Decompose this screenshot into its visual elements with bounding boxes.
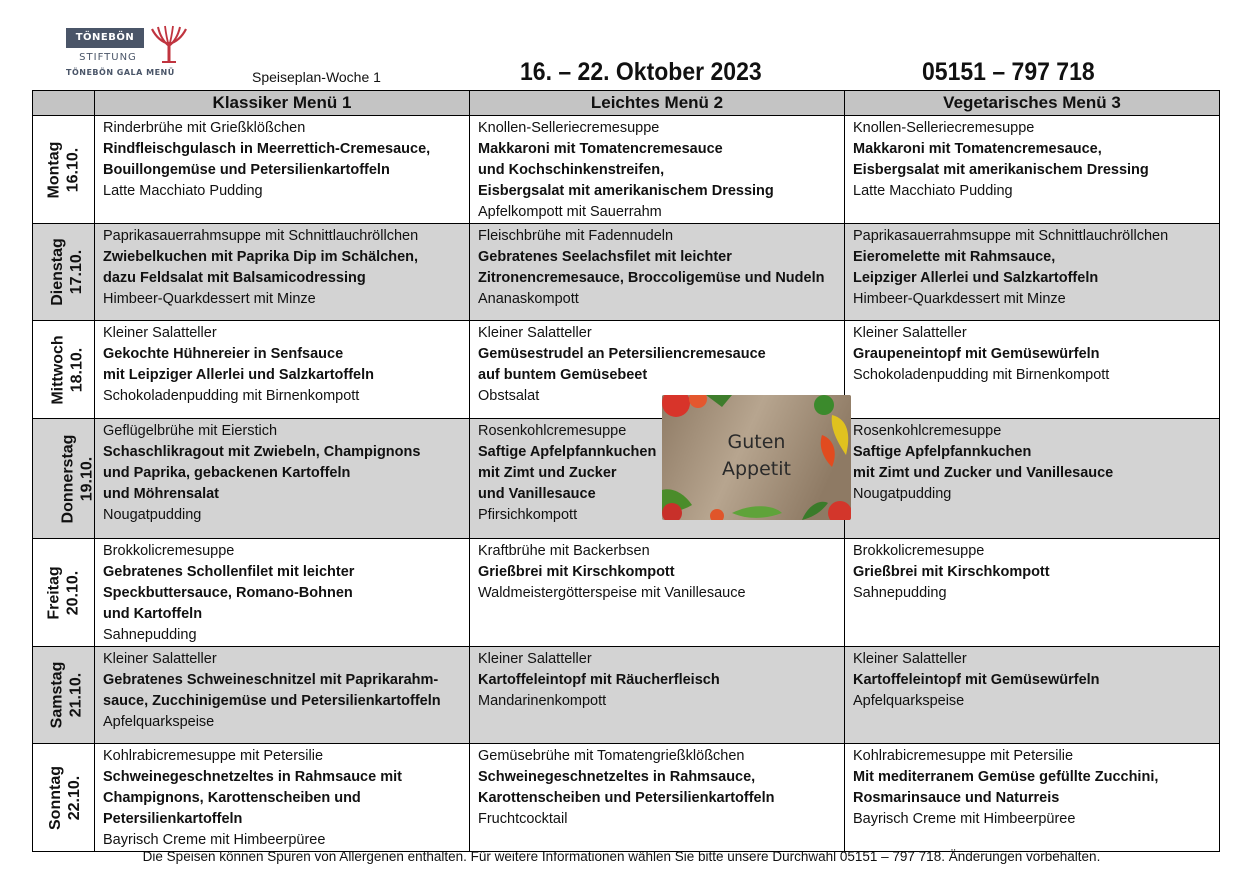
main-dish-line: Speckbuttersauce, Romano-Bohnen: [103, 585, 353, 601]
appetit-line-2: Appetit: [722, 458, 791, 480]
day-label-cell: [33, 116, 95, 224]
main-dish-line: Bouillongemüse und Petersilienkartoffeln: [103, 162, 390, 178]
main-dish-line: Gemüsestrudel an Petersiliencremesauce: [478, 346, 766, 362]
main-dish-line: Eieromelette mit Rahmsauce,: [853, 249, 1056, 265]
menu-cell: [95, 744, 470, 852]
day-label-cell: [33, 647, 95, 744]
week-label: Speiseplan-Woche 1: [252, 69, 381, 85]
dessert-text: Pfirsichkompott: [478, 507, 578, 523]
main-dish-line: Rindfleischgulasch in Meerrettich-Cremesauce,: [103, 141, 431, 157]
starter-text: Kleiner Salatteller: [853, 651, 967, 667]
main-dish-line: Schweinegeschnetzeltes in Rahmsauce,: [478, 769, 756, 785]
menu-cell: [845, 116, 1220, 224]
guten-appetit-text: [662, 429, 851, 483]
main-dish-line: Saftige Apfelpfannkuchen: [853, 444, 1032, 460]
menu-cell: [845, 419, 1220, 539]
starter-text: Rosenkohlcremesuppe: [853, 423, 1002, 439]
main-dish-line: Leipziger Allerlei und Salzkartoffeln: [853, 270, 1099, 286]
main-dish-line: mit Zimt und Zucker: [478, 465, 617, 481]
dessert-text: Apfelquarkspeise: [103, 714, 215, 730]
starter-text: Knollen-Selleriecremesuppe: [853, 120, 1035, 136]
main-dish-line: Eisbergsalat mit amerikanischem Dressing: [853, 162, 1149, 178]
main-dish-line: Eisbergsalat mit amerikanischem Dressing: [478, 183, 774, 199]
dessert-text: Obstsalat: [478, 388, 540, 404]
main-dish-line: mit Leipziger Allerlei und Salzkartoffeln: [103, 367, 374, 383]
main-dish-line: Zwiebelkuchen mit Paprika Dip im Schälchen,: [103, 249, 419, 265]
starter-text: Brokkolicremesuppe: [853, 543, 985, 559]
day-row-sonntag: [33, 744, 1220, 852]
main-dish-line: Makkaroni mit Tomatencremesauce,: [853, 141, 1102, 157]
dessert-text: Latte Macchiato Pudding: [853, 183, 1013, 199]
day-name: Dienstag: [48, 238, 66, 306]
starter-text: Kleiner Salatteller: [853, 325, 967, 341]
main-dish-line: Kartoffeleintopf mit Räucherfleisch: [478, 672, 720, 688]
starter-text: Gemüsebrühe mit Tomatengrießklößchen: [478, 748, 745, 764]
main-dish-line: Zitronencremesauce, Broccoligemüse und Nudeln: [478, 270, 825, 286]
starter-text: Rinderbrühe mit Grießklößchen: [103, 120, 306, 136]
day-label-cell: [33, 744, 95, 852]
day-date: 20.10.: [64, 570, 82, 615]
starter-text: Paprikasauerrahmsuppe mit Schnittlauchröllchen: [103, 228, 419, 244]
menu-cell: [845, 539, 1220, 647]
main-dish-line: Graupeneintopf mit Gemüsewürfeln: [853, 346, 1100, 362]
day-label-cell: [33, 224, 95, 321]
main-dish-line: auf buntem Gemüsebeet: [478, 367, 648, 383]
main-dish-line: Champignons, Karottenscheiben und: [103, 790, 361, 806]
logo-name: TÖNEBÖN: [66, 28, 144, 48]
day-name: Samstag: [48, 661, 66, 729]
menu-cell: [95, 539, 470, 647]
dessert-text: Schokoladenpudding mit Birnenkompott: [853, 367, 1110, 383]
main-dish-line: und Vanillesauce: [478, 486, 596, 502]
main-dish-line: und Kartoffeln: [103, 606, 203, 622]
day-date: 16.10.: [64, 147, 82, 192]
day-name: Freitag: [45, 565, 63, 620]
starter-text: Kleiner Salatteller: [103, 325, 217, 341]
main-dish-line: Karottenscheiben und Petersilienkartoffeln: [478, 790, 775, 806]
starter-text: Kohlrabicremesuppe mit Petersilie: [103, 748, 324, 764]
dessert-text: Mandarinenkompott: [478, 693, 607, 709]
logo-tagline: TÖNEBÖN GALA MENÜ: [66, 68, 175, 77]
menu-header-row: [33, 91, 1220, 116]
menu-cell: [470, 744, 845, 852]
dessert-text: Schokoladenpudding mit Birnenkompott: [103, 388, 360, 404]
day-date: 18.10.: [68, 347, 86, 392]
tree-logo-icon: [148, 24, 190, 64]
day-name: Sonntag: [47, 765, 64, 830]
tonebon-logo: [66, 24, 196, 82]
main-dish-line: Schweinegeschnetzeltes in Rahmsauce mit: [103, 769, 402, 785]
day-row-mittwoch: [33, 321, 1220, 419]
dessert-text: Latte Macchiato Pudding: [103, 183, 263, 199]
day-name: Montag: [45, 141, 63, 198]
dessert-text: Bayrisch Creme mit Himbeerpüree: [853, 811, 1076, 827]
main-dish-line: Grießbrei mit Kirschkompott: [853, 564, 1050, 580]
allergen-footer: Die Speisen können Spuren von Allergenen enthalten. Für weitere Informationen wählen Sie bitte unsere Durchwahl 05151 – 797 718. Änderungen vorbehalten.: [142, 849, 1101, 864]
day-label: [49, 335, 87, 404]
starter-text: Kleiner Salatteller: [103, 651, 217, 667]
dessert-text: Apfelquarkspeise: [853, 693, 965, 709]
day-row-samstag: [33, 647, 1220, 744]
dessert-text: Ananaskompott: [478, 291, 579, 307]
main-dish-line: Gebratenes Schweineschnitzel mit Paprikarahm-: [103, 672, 439, 688]
main-dish-line: dazu Feldsalat mit Balsamicodressing: [103, 270, 366, 286]
menu-cell: [470, 539, 845, 647]
main-dish-line: Makkaroni mit Tomatencremesauce: [478, 141, 723, 157]
menu-cell: [95, 116, 470, 224]
starter-text: Brokkolicremesuppe: [103, 543, 235, 559]
starter-text: Kraftbrühe mit Backerbsen: [478, 543, 650, 559]
main-dish-line: Schaschlikragout mit Zwiebeln, Champignons: [103, 444, 421, 460]
day-label-cell: [33, 321, 95, 419]
menu-cell: [95, 224, 470, 321]
main-dish-line: Rosmarinsauce und Naturreis: [853, 790, 1060, 806]
menu-cell: [470, 647, 845, 744]
dessert-text: Sahnepudding: [103, 627, 197, 643]
main-dish-line: Gebratenes Schollenfilet mit leichter: [103, 564, 355, 580]
column-header-menu-2: Leichtes Menü 2: [470, 91, 845, 116]
menu-cell: [845, 744, 1220, 852]
starter-text: Kohlrabicremesuppe mit Petersilie: [853, 748, 1074, 764]
main-dish-line: und Kochschinkenstreifen,: [478, 162, 665, 178]
corner-cell: [33, 91, 95, 116]
menu-cell: [845, 224, 1220, 321]
main-dish-line: Gekochte Hühnereier in Senfsauce: [103, 346, 344, 362]
main-dish-line: Saftige Apfelpfannkuchen: [478, 444, 657, 460]
main-dish-line: Grießbrei mit Kirschkompott: [478, 564, 675, 580]
menu-cell: [845, 321, 1220, 419]
dessert-text: Sahnepudding: [853, 585, 947, 601]
menu-cell: [470, 116, 845, 224]
starter-text: Kleiner Salatteller: [478, 325, 592, 341]
dessert-text: Himbeer-Quarkdessert mit Minze: [853, 291, 1066, 307]
day-date: 22.10.: [66, 775, 83, 820]
dessert-text: Bayrisch Creme mit Himbeerpüree: [103, 832, 326, 848]
date-range-title: 16. – 22. Oktober 2023: [520, 58, 762, 86]
day-label: [45, 141, 83, 198]
main-dish-line: und Paprika, gebackenen Kartoffeln: [103, 465, 351, 481]
menu-table: [32, 90, 1220, 852]
appetit-line-1: Guten: [727, 431, 786, 453]
main-dish-line: sauce, Zucchinigemüse und Petersilienkartoffeln: [103, 693, 441, 709]
main-dish-line: Petersilienkartoffeln: [103, 811, 243, 827]
day-name: Donnerstag: [59, 434, 77, 523]
phone-number: 05151 – 797 718: [922, 58, 1095, 86]
day-date: 21.10.: [67, 672, 85, 718]
day-date: 17.10.: [67, 249, 85, 295]
guten-appetit-image: [662, 395, 851, 520]
dessert-text: Nougatpudding: [103, 507, 202, 523]
menu-cell: [95, 321, 470, 419]
day-label: [58, 434, 96, 523]
main-dish-line: Mit mediterranem Gemüse gefüllte Zucchini,: [853, 769, 1159, 785]
day-row-donnerstag: [33, 419, 1220, 539]
day-row-freitag: [33, 539, 1220, 647]
day-label-cell: [33, 419, 95, 539]
main-dish-line: Gebratenes Seelachsfilet mit leichter: [478, 249, 732, 265]
starter-text: Fleischbrühe mit Fadennudeln: [478, 228, 674, 244]
starter-text: Rosenkohlcremesuppe: [478, 423, 627, 439]
day-row-montag: [33, 116, 1220, 224]
main-dish-line: und Möhrensalat: [103, 486, 220, 502]
menu-cell: [845, 647, 1220, 744]
day-label-cell: [33, 539, 95, 647]
menu-cell: [470, 224, 845, 321]
day-label: [47, 662, 85, 729]
menu-cell: [95, 647, 470, 744]
dessert-text: Apfelkompott mit Sauerrahm: [478, 204, 662, 220]
day-label: [48, 238, 86, 306]
main-dish-line: mit Zimt und Zucker und Vanillesauce: [853, 465, 1114, 481]
day-label: [46, 766, 84, 830]
starter-text: Kleiner Salatteller: [478, 651, 592, 667]
column-header-menu-1: Klassiker Menü 1: [95, 91, 470, 116]
menu-cell: [95, 419, 470, 539]
logo-subtitle: STIFTUNG: [79, 52, 137, 63]
dessert-text: Himbeer-Quarkdessert mit Minze: [103, 291, 316, 307]
starter-text: Geflügelbrühe mit Eierstich: [103, 423, 278, 439]
day-row-dienstag: [33, 224, 1220, 321]
dessert-text: Waldmeistergötterspeise mit Vanillesauce: [478, 585, 746, 601]
column-header-menu-3: Vegetarisches Menü 3: [845, 91, 1220, 116]
main-dish-line: Kartoffeleintopf mit Gemüsewürfeln: [853, 672, 1100, 688]
starter-text: Paprikasauerrahmsuppe mit Schnittlauchröllchen: [853, 228, 1169, 244]
dessert-text: Fruchtcocktail: [478, 811, 568, 827]
dessert-text: Nougatpudding: [853, 486, 952, 502]
day-name: Mittwoch: [49, 334, 67, 405]
day-label: [45, 566, 83, 619]
starter-text: Knollen-Selleriecremesuppe: [478, 120, 660, 136]
day-date: 19.10.: [78, 456, 96, 501]
